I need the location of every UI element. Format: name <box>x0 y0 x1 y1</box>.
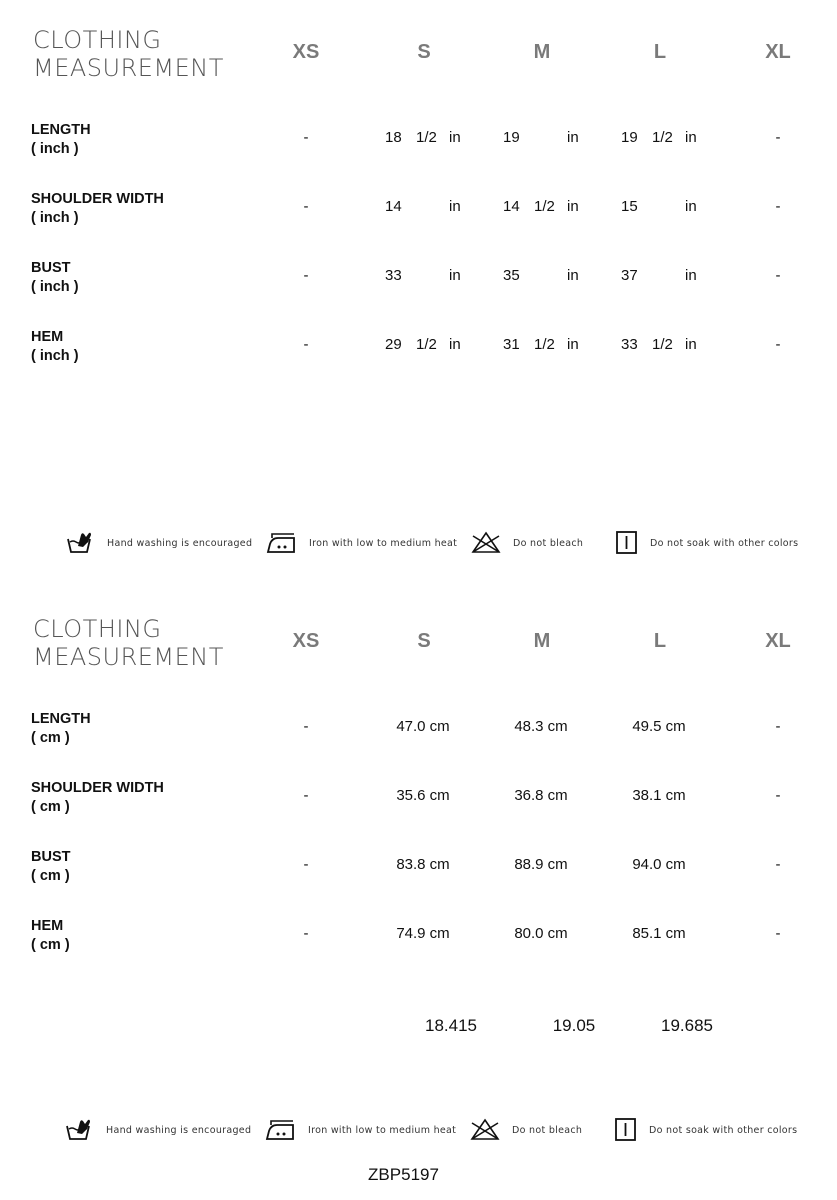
cell-m: 48.3 cm <box>514 718 568 735</box>
no-bleach-icon <box>469 1117 501 1143</box>
care-text-iron: Iron with low to medium heat <box>309 538 458 549</box>
cell-l-unit: in <box>685 336 697 353</box>
inch-table-title <box>33 26 224 82</box>
cell-xs: - <box>303 336 309 353</box>
cell-m-whole: 35 <box>503 267 520 284</box>
cell-s-fraction: 1/2 <box>416 336 437 353</box>
extra-value-1: 18.415 <box>425 1016 477 1035</box>
row-label-bust <box>31 848 70 886</box>
extra-value-2: 19.05 <box>552 1016 596 1035</box>
size-header-l: L <box>653 630 667 652</box>
cell-xl: - <box>775 718 781 735</box>
cell-l-unit: in <box>685 129 697 146</box>
row-label-text: SHOULDER WIDTH <box>31 191 164 207</box>
cell-xl: - <box>775 198 781 215</box>
cell-xs: - <box>303 856 309 873</box>
cell-m: 80.0 cm <box>514 925 568 942</box>
cell-l-fraction: 1/2 <box>652 336 673 353</box>
cell-l-fraction: 1/2 <box>652 129 673 146</box>
cell-m-whole: 31 <box>503 336 520 353</box>
row-unit-text: ( cm ) <box>31 730 70 746</box>
care-instructions-top <box>0 530 837 560</box>
row-unit-text: ( inch ) <box>31 348 79 364</box>
iron-low-heat-icon <box>266 530 296 556</box>
cell-l-whole: 19 <box>621 129 638 146</box>
care-text-no-soak: Do not soak with other colors <box>649 1125 798 1136</box>
cell-s-whole: 14 <box>385 198 402 215</box>
title-line2: MEASUREMENT <box>33 643 224 671</box>
row-label-text: BUST <box>31 849 71 865</box>
cell-xs: - <box>303 198 309 215</box>
row-unit-text: ( inch ) <box>31 279 79 295</box>
size-header-xs: XS <box>292 41 320 63</box>
care-instructions-bottom <box>0 1117 837 1147</box>
cell-s: 35.6 cm <box>396 787 450 804</box>
cell-s-whole: 18 <box>385 129 402 146</box>
cell-l-whole: 15 <box>621 198 638 215</box>
care-text-no-soak: Do not soak with other colors <box>650 538 799 549</box>
cell-l: 85.1 cm <box>632 925 686 942</box>
cell-xl: - <box>775 129 781 146</box>
row-unit-text: ( cm ) <box>31 799 70 815</box>
cell-l-unit: in <box>685 198 697 215</box>
no-bleach-icon <box>470 530 502 556</box>
cell-m-whole: 19 <box>503 129 520 146</box>
cell-xs: - <box>303 129 309 146</box>
cell-s: 47.0 cm <box>396 718 450 735</box>
cell-l: 49.5 cm <box>632 718 686 735</box>
cell-s-unit: in <box>449 198 461 215</box>
row-label-bust <box>31 259 79 297</box>
cell-xl: - <box>775 336 781 353</box>
size-header-l: L <box>653 41 667 63</box>
row-label-text: LENGTH <box>31 122 91 138</box>
hand-wash-icon <box>66 530 94 556</box>
cell-xs: - <box>303 718 309 735</box>
cell-xl: - <box>775 856 781 873</box>
cell-xl: - <box>775 267 781 284</box>
no-soak-icon <box>614 1117 638 1143</box>
size-header-xl: XL <box>765 630 791 652</box>
cell-m: 36.8 cm <box>514 787 568 804</box>
cell-m-unit: in <box>567 336 579 353</box>
row-unit-text: ( inch ) <box>31 141 79 157</box>
cell-s-unit: in <box>449 129 461 146</box>
care-text-no-bleach: Do not bleach <box>513 538 584 549</box>
row-label-text: SHOULDER WIDTH <box>31 780 164 796</box>
cell-m: 88.9 cm <box>514 856 568 873</box>
cell-xl: - <box>775 925 781 942</box>
inch-measurement-table <box>0 26 837 376</box>
cell-s-fraction: 1/2 <box>416 129 437 146</box>
cell-l-whole: 33 <box>621 336 638 353</box>
cell-s-whole: 29 <box>385 336 402 353</box>
cell-xl: - <box>775 787 781 804</box>
cell-m-fraction: 1/2 <box>534 198 555 215</box>
cell-s-unit: in <box>449 267 461 284</box>
size-header-xs: XS <box>292 630 320 652</box>
extra-value-3: 19.685 <box>661 1016 713 1035</box>
care-text-no-bleach: Do not bleach <box>512 1125 583 1136</box>
hand-wash-icon <box>65 1117 93 1143</box>
size-header-m: M <box>533 41 551 63</box>
cell-m-fraction: 1/2 <box>534 336 555 353</box>
row-label-length <box>31 121 91 159</box>
cell-l-unit: in <box>685 267 697 284</box>
cell-m-unit: in <box>567 198 579 215</box>
row-unit-text: ( cm ) <box>31 937 70 953</box>
care-text-hand-wash: Hand washing is encouraged <box>106 1125 252 1136</box>
size-header-s: S <box>417 630 431 652</box>
cell-s-unit: in <box>449 336 461 353</box>
care-text-hand-wash: Hand washing is encouraged <box>107 538 253 549</box>
cell-s: 74.9 cm <box>396 925 450 942</box>
cell-l: 38.1 cm <box>632 787 686 804</box>
cell-l: 94.0 cm <box>632 856 686 873</box>
care-text-iron: Iron with low to medium heat <box>308 1125 457 1136</box>
product-code: ZBP5197 <box>368 1165 439 1184</box>
row-label-text: LENGTH <box>31 711 91 727</box>
row-label-text: BUST <box>31 260 71 276</box>
cell-m-unit: in <box>567 129 579 146</box>
row-label-hem <box>31 328 79 366</box>
cell-xs: - <box>303 267 309 284</box>
cell-xs: - <box>303 787 309 804</box>
cell-xs: - <box>303 925 309 942</box>
size-header-s: S <box>417 41 431 63</box>
row-label-length <box>31 710 91 748</box>
row-unit-text: ( cm ) <box>31 868 70 884</box>
size-header-xl: XL <box>765 41 791 63</box>
row-label-text: HEM <box>31 329 64 345</box>
title-line2: MEASUREMENT <box>33 54 224 82</box>
row-label-text: HEM <box>31 918 64 934</box>
iron-low-heat-icon <box>265 1117 295 1143</box>
title-line1: CLOTHING <box>33 615 162 643</box>
cell-l-whole: 37 <box>621 267 638 284</box>
cell-s: 83.8 cm <box>396 856 450 873</box>
cell-m-unit: in <box>567 267 579 284</box>
cm-table-title <box>33 615 224 671</box>
cell-m-whole: 14 <box>503 198 520 215</box>
cell-s-whole: 33 <box>385 267 402 284</box>
row-label-shoulder-width <box>31 779 164 817</box>
size-header-m: M <box>533 630 551 652</box>
cm-measurement-table <box>0 615 837 965</box>
title-line1: CLOTHING <box>33 26 162 54</box>
row-label-hem <box>31 917 70 955</box>
row-label-shoulder-width <box>31 190 164 228</box>
row-unit-text: ( inch ) <box>31 210 79 226</box>
no-soak-icon <box>615 530 639 556</box>
